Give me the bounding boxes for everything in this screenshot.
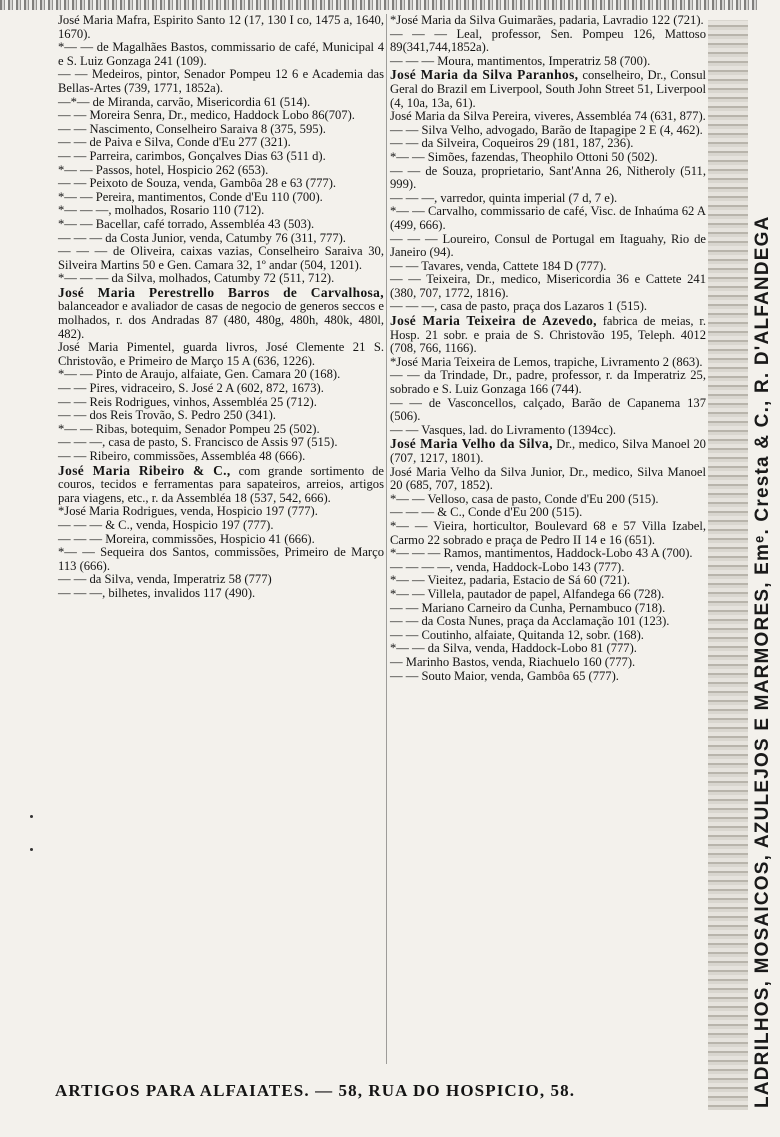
entry-bold-name: José Maria Velho da Silva, xyxy=(390,436,553,452)
entry-text: — — de Vasconcellos, calçado, Barão de Capanema 137 (506). xyxy=(390,395,706,424)
print-speck xyxy=(30,848,33,851)
sidebar-advertisement xyxy=(708,20,773,1110)
directory-entry xyxy=(390,273,706,300)
sidebar-advertisement-text: LADRILHOS, MOSAICOS, AZULEJOS E MARMORES, Emᵉ. Cresta & C., R. D'ALFANDEGA xyxy=(752,215,773,1108)
entry-text: — — —, casa de pasto, praça dos Lazaros 1 (515). xyxy=(390,299,648,314)
entry-bold-name: José Maria da Silva Paranhos, xyxy=(390,67,579,83)
entry-text: *— — Vieitez, padaria, Estacio de Sá 60 (721). xyxy=(390,573,630,588)
entry-text: *José Maria Teixeira de Lemos, trapiche, Livramento 2 (863). xyxy=(390,354,703,369)
directory-entry xyxy=(58,341,384,368)
column-divider xyxy=(386,14,387,1064)
entry-text: *— — Pinto de Araujo, alfaiate, Gen. Camara 20 (168). xyxy=(58,367,341,382)
entry-text: — — Pires, vidraceiro, S. José 2 A (602, 872, 1673). xyxy=(58,381,324,396)
directory-entry xyxy=(58,96,384,110)
directory-entry xyxy=(390,68,706,110)
directory-entry xyxy=(58,505,384,519)
directory-entry xyxy=(390,137,706,151)
entry-text: — — Reis Rodrigues, vinhos, Assembléa 25 (712). xyxy=(58,394,317,409)
directory-entry xyxy=(58,68,384,95)
entry-text: com grande sortimento de couros, tecidos e ferramentas para sapateiros, arreios, artigos para viagens, etc., r. da Assembléa 18 (537, 542, 666). xyxy=(58,463,384,505)
entry-text: — — Mariano Carneiro da Cunha, Pernambuco (718). xyxy=(390,600,666,615)
directory-entry xyxy=(58,164,384,178)
entry-bold-name: José Maria Teixeira de Azevedo, xyxy=(390,313,597,329)
directory-entry xyxy=(390,547,706,561)
directory-entry xyxy=(58,109,384,123)
entry-text: —*— de Miranda, carvão, Misericordia 61 (514). xyxy=(58,94,311,109)
entry-text: — — Moreira Senra, Dr., medico, Haddock Lobo 86(707). xyxy=(58,108,355,123)
entry-text: — — Souto Maior, venda, Gambôa 65 (777). xyxy=(390,668,619,683)
entry-text: *— — da Silva, venda, Haddock-Lobo 81 (777). xyxy=(390,641,637,656)
entry-text: — — —, bilhetes, invalidos 117 (490). xyxy=(58,585,256,600)
directory-entry xyxy=(390,615,706,629)
entry-text: José Maria Velho da Silva Junior, Dr., medico, Silva Manoel 20 (685, 707, 1852). xyxy=(390,464,706,493)
directory-entry xyxy=(58,573,384,587)
directory-entry xyxy=(58,587,384,601)
footer-advertisement: ARTIGOS PARA ALFAIATES. — 58, RUA DO HOSPICIO, 58. xyxy=(55,1081,576,1100)
directory-entry xyxy=(390,588,706,602)
print-speck xyxy=(30,815,33,818)
directory-entry xyxy=(58,286,384,341)
entry-text: *— — Simões, fazendas, Theophilo Ottoni 50 (502). xyxy=(390,149,658,164)
directory-entry xyxy=(58,41,384,68)
directory-entry xyxy=(390,506,706,520)
directory-entry xyxy=(58,218,384,232)
directory-entry xyxy=(390,670,706,684)
directory-entry xyxy=(58,245,384,272)
entry-text: — — — Loureiro, Consul de Portugal em Itaguahy, Rio de Janeiro (94). xyxy=(390,231,706,260)
entry-text: — — da Silveira, Coqueiros 29 (181, 187, 236). xyxy=(390,136,634,151)
directory-entry xyxy=(390,574,706,588)
right-column xyxy=(390,14,706,683)
directory-entry xyxy=(58,123,384,137)
directory-entry xyxy=(390,642,706,656)
entry-name: José Maria Mafra, xyxy=(58,13,151,27)
entry-text: — — Peixoto de Souza, venda, Gambôa 28 e 63 (777). xyxy=(58,176,337,191)
entry-text: — — de Souza, proprietario, Sant'Anna 26, Nitheroly (511, 999). xyxy=(390,163,706,192)
entry-text: — — —, casa de pasto, S. Francisco de Assis 97 (515). xyxy=(58,435,338,450)
directory-entry xyxy=(390,397,706,424)
directory-entry xyxy=(58,533,384,547)
entry-text: José Maria Pimentel, guarda livros, José Clemente 21 S. Christovão, e Primeiro de Março 15 A (636, 1226). xyxy=(58,340,384,368)
directory-entry xyxy=(390,300,706,314)
entry-text: Espirito Santo 12 (17, 130 I co, 1475 a, 1640, 1670). xyxy=(58,13,384,41)
entry-text: — — — & C., Conde d'Eu 200 (515). xyxy=(390,505,583,520)
entry-text: — — Ribeiro, commissões, Assembléa 48 (666). xyxy=(58,449,306,463)
entry-text: — — Coutinho, alfaiate, Quitanda 12, sobr. (168). xyxy=(390,627,644,642)
directory-entry xyxy=(58,450,384,464)
entry-text: *— — de Magalhães Bastos, commissario de café, Municipal 4 e S. Luiz Gonzaga 241 (109). xyxy=(58,40,384,68)
directory-entry xyxy=(58,272,384,286)
entry-text: — — — Moreira, commissões, Hospicio 41 (666). xyxy=(58,531,315,546)
directory-entry xyxy=(58,204,384,218)
entry-text: — — Medeiros, pintor, Senador Pompeu 12 6 e Academia das Bellas-Artes (739, 1771, 1852a). xyxy=(58,67,384,95)
entry-text: *José Maria Rodrigues, venda, Hospicio 197 (777). xyxy=(58,504,318,519)
directory-entry xyxy=(58,150,384,164)
directory-entry xyxy=(58,519,384,533)
directory-entry xyxy=(390,151,706,165)
entry-text: José Maria da Silva Pereira, viveres, Assembléa 74 (631, 877). xyxy=(390,109,706,124)
directory-entry xyxy=(58,546,384,573)
entry-bold-name: José Maria Perestrello Barros de Carvalhosa, xyxy=(58,284,384,300)
entry-text: — — Silva Velho, advogado, Barão de Itapagipe 2 E (4, 462). xyxy=(390,122,703,137)
directory-entry xyxy=(390,110,706,124)
directory-entry xyxy=(390,561,706,575)
entry-text: — — Nascimento, Conselheiro Saraiva 8 (375, 595). xyxy=(58,121,326,136)
entry-text: — — Parreira, carimbos, Gonçalves Dias 63 (511 d). xyxy=(58,148,326,163)
page-top-edge xyxy=(0,0,757,10)
directory-entry xyxy=(390,28,706,55)
entry-text: *— — Passos, hotel, Hospicio 262 (653). xyxy=(58,162,269,177)
entry-text: *— — Villela, pautador de papel, Alfandega 66 (728). xyxy=(390,586,665,601)
entry-text: *— — —, molhados, Rosario 110 (712). xyxy=(58,203,265,218)
entry-text: — — —, varredor, quinta imperial (7 d, 7 e). xyxy=(390,190,618,205)
directory-entry xyxy=(390,205,706,232)
entry-text: balanceador e avaliador de casas de negocio de generos seccos e molhados, r. dos Andradas 87 (480, 480g, 480h, 480k, 480l, 482). xyxy=(58,299,384,341)
directory-entry xyxy=(58,14,384,41)
entry-text: *— — Velloso, casa de pasto, Conde d'Eu 200 (515). xyxy=(390,491,659,506)
directory-entry xyxy=(58,136,384,150)
entry-text: *— — Carvalho, commissario de café, Visc. de Inhaúma 62 A (499, 666). xyxy=(390,204,706,232)
directory-entry xyxy=(390,466,706,493)
directory-entry xyxy=(390,314,706,356)
directory-entry xyxy=(390,629,706,643)
directory-entry xyxy=(390,424,706,438)
entry-text: *— — Bacellar, café torrado, Assembléa 43 (503). xyxy=(58,216,315,231)
directory-entry xyxy=(58,191,384,205)
directory-entry xyxy=(390,260,706,274)
entry-text: — — Teixeira, Dr., medico, Misericordia 36 e Cattete 241 (380, 707, 1772, 1816). xyxy=(390,272,706,300)
entry-text: — — da Silva, venda, Imperatriz 58 (777) xyxy=(58,572,272,587)
entry-text: — — — de Oliveira, caixas vazias, Conselheiro Saraiva 30, Silveira Martins 50 e Gen. Camara 32, 1º andar (504, 1201). xyxy=(58,244,384,272)
directory-entry xyxy=(390,192,706,206)
directory-entry xyxy=(58,436,384,450)
entry-text: — — da Trindade, Dr., padre, professor, r. da Imperatriz 25, sobrado e S. Luiz Gonzaga 166 (744). xyxy=(390,368,706,397)
entry-text: Dr., medico, Silva Manoel 20 (707, 1217, 1801). xyxy=(390,437,706,465)
directory-entry xyxy=(58,177,384,191)
entry-text: — — — da Costa Junior, venda, Catumby 76 (311, 777). xyxy=(58,230,346,245)
entry-text: — — dos Reis Trovão, S. Pedro 250 (341). xyxy=(58,408,276,423)
directory-entry xyxy=(390,356,706,370)
entry-bold-name: José Maria Ribeiro & C., xyxy=(58,462,231,478)
entry-text: *— — Ribas, botequim, Senador Pompeu 25 (502). xyxy=(58,421,320,436)
entry-text: — — da Costa Nunes, praça da Acclamação 101 (123). xyxy=(390,614,670,629)
entry-text: — — — Leal, professor, Sen. Pompeu 126, Mattoso 89(341,744,1852a). xyxy=(390,26,706,55)
entry-text: *— — Vieira, horticultor, Boulevard 68 e 57 Villa Izabel, Carmo 22 sobrado e praça de Pedro II 14 e 16 (651). xyxy=(390,518,706,547)
entry-text: *— — Sequeira dos Santos, commissões, Primeiro de Março 113 (666). xyxy=(58,545,384,573)
directory-entry xyxy=(390,602,706,616)
entry-text: *José Maria da Silva Guimarães, padaria, Lavradio 122 (721). xyxy=(390,13,704,27)
directory-entry xyxy=(390,233,706,260)
directory-entry xyxy=(58,423,384,437)
entry-text: — — — & C., venda, Hospicio 197 (777). xyxy=(58,517,274,532)
entry-text: *— — — Ramos, mantimentos, Haddock-Lobo 43 A (700). xyxy=(390,546,693,561)
left-column xyxy=(58,14,384,601)
directory-entry xyxy=(390,369,706,396)
directory-entry xyxy=(390,437,706,465)
entry-text: fabrica de meias, r. Hosp. 21 sobr. e praia de S. Christovão 195, Teleph. 4012 (708, 766, 1166). xyxy=(390,314,706,356)
entry-text: — — de Paiva e Silva, Conde d'Eu 277 (321). xyxy=(58,135,291,150)
directory-entry xyxy=(390,14,706,28)
entry-text: — — Tavares, venda, Cattete 184 D (777). xyxy=(390,258,607,273)
entry-text: — — — Moura, mantimentos, Imperatriz 58 (700). xyxy=(390,53,651,68)
directory-entry xyxy=(58,396,384,410)
directory-entry xyxy=(390,493,706,507)
entry-text: *— — Pereira, mantimentos, Conde d'Eu 110 (700). xyxy=(58,189,323,204)
directory-entry xyxy=(58,382,384,396)
entry-text: conselheiro, Dr., Consul Geral do Brazil em Liverpool, South John Street 51, Liverpool (4, 10a, 13a, 61). xyxy=(390,68,706,110)
directory-entry xyxy=(390,165,706,192)
entry-text: — Marinho Bastos, venda, Riachuelo 160 (777). xyxy=(390,654,636,669)
entry-text: — — — —, venda, Haddock-Lobo 143 (777). xyxy=(390,559,625,574)
directory-entry xyxy=(58,232,384,246)
directory-entry xyxy=(58,368,384,382)
directory-entry xyxy=(58,409,384,423)
directory-entry xyxy=(58,464,384,506)
directory-entry xyxy=(390,520,706,547)
directory-entry xyxy=(390,55,706,69)
entry-text: *— — — da Silva, molhados, Catumby 72 (511, 712). xyxy=(58,271,335,286)
entry-text: — — Vasques, lad. do Livramento (1394cc). xyxy=(390,422,617,437)
directory-entry xyxy=(390,124,706,138)
directory-entry xyxy=(390,656,706,670)
